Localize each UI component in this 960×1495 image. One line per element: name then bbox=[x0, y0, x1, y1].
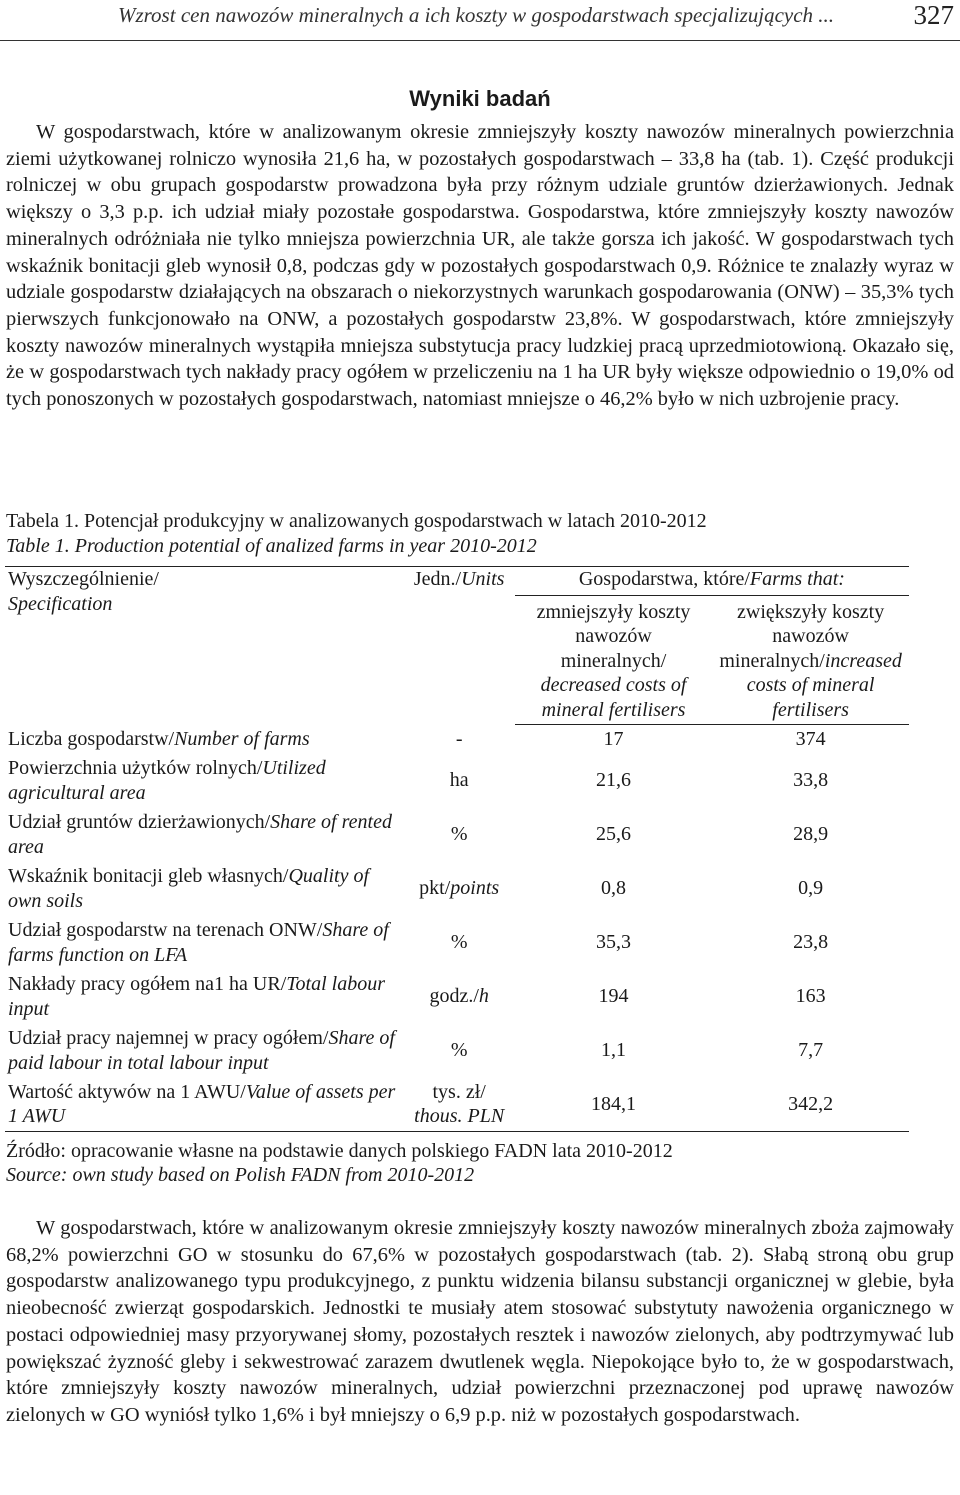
row-label-en: Value of assets per 1 AWU bbox=[8, 1080, 396, 1128]
source-note-pl: Źródło: opracowanie własne na podstawie danych polskiego FADN lata 2010-2012 bbox=[6, 1140, 673, 1162]
production-potential-table bbox=[5, 566, 909, 1132]
row-unit bbox=[404, 1024, 515, 1078]
row-label-pl: Udział pracy najemnej w pracy ogółem/ bbox=[8, 1027, 329, 1049]
row-value-increased: 33,8 bbox=[793, 769, 829, 792]
paragraph-cereals bbox=[6, 1215, 954, 1429]
header-specification bbox=[5, 567, 404, 725]
row-value-increased: 0,9 bbox=[798, 877, 824, 900]
header-col1-pl: zmniejszyły koszty nawozów mineralnych/ bbox=[536, 600, 691, 672]
row-unit bbox=[404, 862, 515, 916]
header-farm-groups bbox=[515, 567, 909, 596]
row-unit-pl: % bbox=[450, 823, 468, 846]
table-row bbox=[5, 754, 909, 808]
row-unit-pl: ha bbox=[449, 769, 469, 792]
table-row bbox=[5, 1078, 909, 1132]
row-unit bbox=[404, 916, 515, 970]
row-label bbox=[5, 1024, 404, 1078]
row-label bbox=[5, 970, 404, 1024]
row-label-pl: Wartość aktywów na 1 AWU/ bbox=[8, 1080, 246, 1103]
row-label-en: Share of paid labour in total labour input bbox=[8, 1027, 395, 1074]
row-unit-en: points bbox=[450, 877, 500, 900]
table-caption-en: Table 1. Production potential of analized farms in year 2010-2012 bbox=[6, 535, 537, 557]
header-units-en: Units bbox=[461, 568, 505, 590]
row-label-en: Number of farms bbox=[174, 727, 310, 750]
row-unit-en: h bbox=[478, 985, 489, 1008]
header-spec-pl: Wyszczególnienie/ bbox=[8, 568, 159, 590]
table-row bbox=[5, 1024, 909, 1078]
row-label bbox=[5, 725, 404, 754]
row-unit bbox=[404, 754, 515, 808]
header-spec-en: Specification bbox=[8, 592, 113, 615]
header-increased-costs bbox=[712, 595, 909, 725]
row-label-pl: Nakłady pracy ogółem na1 ha UR/ bbox=[8, 973, 287, 995]
header-decreased-costs bbox=[515, 595, 712, 725]
row-label bbox=[5, 916, 404, 970]
row-value-increased: 23,8 bbox=[793, 931, 829, 954]
table-row bbox=[5, 970, 909, 1024]
header-col1-en: decreased costs of mineral fertilisers bbox=[540, 674, 687, 721]
header-group-pl: Gospodarstwa, które/ bbox=[578, 568, 750, 590]
row-unit bbox=[404, 725, 515, 754]
page-number: 327 bbox=[913, 0, 954, 30]
row-label-pl: Udział gruntów dzierżawionych/ bbox=[8, 811, 271, 833]
row-label-en: Share of rented area bbox=[8, 811, 392, 858]
row-value-increased: 342,2 bbox=[712, 1078, 909, 1132]
row-value-increased: 28,9 bbox=[793, 823, 829, 846]
row-label-en: Quality of own soils bbox=[8, 865, 370, 912]
row-unit-pl: - bbox=[455, 727, 463, 750]
table-row bbox=[5, 808, 909, 862]
page-header bbox=[0, 0, 960, 41]
header-units-pl: Jedn./ bbox=[413, 568, 462, 590]
table-header-row bbox=[5, 567, 909, 596]
row-value-decreased: 0,8 bbox=[601, 877, 626, 900]
row-unit bbox=[404, 970, 515, 1024]
table-body bbox=[5, 725, 909, 1132]
row-label bbox=[5, 1078, 404, 1132]
row-value-decreased: 194 bbox=[598, 985, 629, 1008]
row-unit-pl: % bbox=[450, 1039, 468, 1062]
table-caption-pl: Tabela 1. Potencjał produkcyjny w analizowanych gospodarstwach w latach 2010-2012 bbox=[6, 510, 707, 532]
row-unit-en: thous. PLN bbox=[414, 1105, 505, 1128]
row-value-increased: 7,7 bbox=[798, 1039, 824, 1062]
paragraph-results-text: W gospodarstwach, które w analizowanym okresie zmniejszyły koszty nawozów mineralnych powierzchnia ziemi użytkowanej rolniczo wynosiła 21,6 ha, w pozostałych gospodarstwach – 33,8 ha (tab. 1). Część produkcji rolniczej w obu grupach gospodarstw prowadzona była przy różnym udziale gruntów dzierżawionych. Jednak większy o 3,3 p.p. ich udział miały pozostałe gospodarstwa. Gospodarstwa, które zmniejszyły koszty nawozów mineralnych odróżniała nie tylko mniejsza powierzchnia UR, ale także gorsza ich jakość. W gospodarstwach tych wskaźnik bonitacji gleb wynosił 0,8, podczas gdy w pozostałych gospodarstwach 0,9. Różnice te znalazły wyraz w udziale gospodarstw działających na obszarach o niekorzystnych warunkach gospodarowania (ONW) – 35,3% tych pierwszych funkcjonowało na ONW, a pozostałych gospodarstw 23,8%. W gospodarstwach, które zmniejszyły koszty nawozów mineralnych wystąpiła mniejsza substytucja pracy ludzkiej pracą uprzedmiotowioną. Okazało się, że w gospodarstwach tych nakłady pracy ogółem w przeliczeniu na 1 ha UR były większe odpowiednio o 19,0% od tych ponoszonych w pozostałych gospodarstwach, natomiast mniejsze o 46,2% było w nich uzbrojenie pracy. bbox=[6, 121, 954, 411]
paragraph-results bbox=[6, 119, 954, 413]
row-label-en: Total labour input bbox=[8, 973, 386, 1020]
row-label bbox=[5, 808, 404, 862]
header-col2-pl: zwiększyły koszty nawozów mineralnych/ bbox=[719, 600, 885, 672]
row-unit-pl: pkt/ bbox=[419, 877, 451, 900]
table-row bbox=[5, 862, 909, 916]
row-unit-pl: tys. zł/ bbox=[432, 1080, 486, 1103]
running-title: Wzrost cen nawozów mineralnych a ich koszty w gospodarstwach specjalizujących ... bbox=[118, 3, 835, 27]
row-value-increased: 163 bbox=[795, 985, 826, 1008]
source-note-en: Source: own study based on Polish FADN from 2010-2012 bbox=[6, 1164, 475, 1186]
row-value-decreased: 35,3 bbox=[596, 931, 631, 954]
row-label-pl: Powierzchnia użytków rolnych/ bbox=[8, 757, 263, 779]
header-col2-en: increased costs of mineral fertilisers bbox=[746, 649, 902, 721]
row-label-pl: Udział gospodarstw na terenach ONW/ bbox=[8, 919, 323, 941]
row-label-pl: Wskaźnik bonitacji gleb własnych/ bbox=[8, 865, 289, 887]
table-row bbox=[5, 916, 909, 970]
table-row bbox=[5, 725, 909, 754]
row-unit-pl: godz./ bbox=[429, 985, 479, 1008]
row-unit-pl: % bbox=[450, 931, 468, 954]
row-label bbox=[5, 754, 404, 808]
row-label bbox=[5, 862, 404, 916]
section-heading: Wyniki badań bbox=[409, 86, 551, 111]
row-value-decreased: 184,1 bbox=[515, 1078, 712, 1132]
row-label-en: Utilized agricultural area bbox=[8, 757, 326, 804]
row-value-increased: 374 bbox=[795, 728, 826, 750]
row-unit bbox=[404, 808, 515, 862]
paragraph-cereals-text: W gospodarstwach, które w analizowanym okresie zmniejszyły koszty nawozów mineralnych zboża zajmowały 68,2% powierzchni GO w stosunku do 67,6% w pozostałych gospodarstwach (tab. 2). Słabą stroną obu grup gospodarstw analizowanego typu produkcyjnego, z punktu widzenia bilansu substancji organicznej w glebie, była nieobecność zwierząt gospodarskich. Jednostki te musiały atem stosować substytuty nawożenia organicznego w postaci odpowiedniej masy przyorywanej słomy, pozostałych resztek i nawozów zielonych, aby podtrzymywać lub powiększać żyzność gleby i sekwestrować zarazem dwutlenek węgla. Niepokojące było to, że w gospodarstwach, które zmniejszyły koszty nawozów mineralnych, udział powierzchni przeznaczonej pod uprawę nawozów zielonych w GO wyniósł tylko 1,6% i był mniejszy o 6,9 p.p. niż w pozostałych gospodarstwach. bbox=[6, 1217, 954, 1426]
row-label-en: Share of farms function on LFA bbox=[8, 919, 389, 966]
row-value-decreased: 21,6 bbox=[596, 769, 631, 792]
row-value-decreased: 17 bbox=[603, 728, 624, 750]
row-value-decreased: 25,6 bbox=[596, 823, 631, 846]
row-value-decreased: 1,1 bbox=[601, 1039, 626, 1062]
header-group-en: Farms that: bbox=[749, 568, 845, 590]
row-label-pl: Liczba gospodarstw/ bbox=[8, 727, 175, 750]
row-unit bbox=[404, 1078, 515, 1132]
header-units bbox=[404, 567, 515, 725]
